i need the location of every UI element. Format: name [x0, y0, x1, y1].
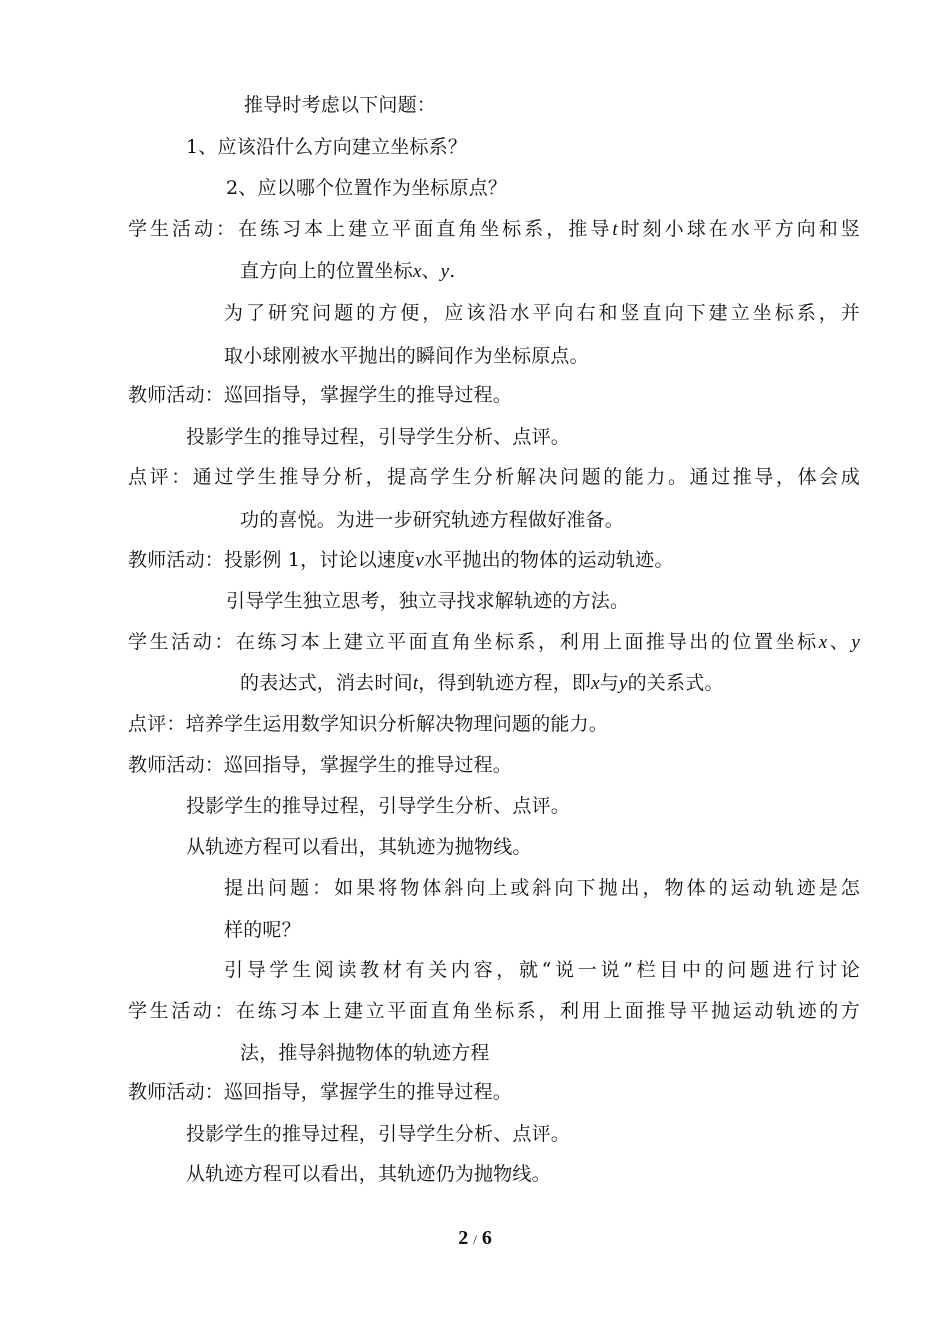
- variable: x: [412, 261, 422, 282]
- text-line: 取小球刚被水平抛出的瞬间作为坐标原点。: [224, 345, 589, 367]
- variable: t: [612, 219, 618, 240]
- text-segment: 学生活动：在练习本上建立平面直角坐标系，利用上面推导出的位置坐标: [128, 631, 819, 653]
- student-activity-line: 学生活动：在练习本上建立平面直角坐标系，利用上面推导平抛运动轨迹的方: [128, 1000, 860, 1022]
- text-line: 从轨迹方程可以看出，其轨迹为抛物线。: [186, 836, 532, 858]
- text-line: 为了研究问题的方便，应该沿水平向右和竖直向下建立坐标系，并: [224, 302, 860, 324]
- text-segment: 、: [421, 260, 441, 282]
- text-segment: 与: [599, 672, 619, 694]
- text-line: 投影学生的推导过程，引导学生分析、点评。: [186, 795, 571, 817]
- text-line: 引导学生阅读教材有关内容，就“说一说”栏目中的问题进行讨论: [224, 959, 860, 981]
- text-segment: ，得到轨迹方程，即: [418, 672, 592, 694]
- text-line: 投影学生的推导过程，引导学生分析、点评。: [186, 1123, 571, 1145]
- text-line: 提出问题：如果将物体斜向上或斜向下抛出，物体的运动轨迹是怎: [224, 877, 860, 899]
- text-segment: 的关系式。: [627, 672, 724, 694]
- comment-line: 点评：培养学生运用数学知识分析解决物理问题的能力。: [128, 713, 609, 735]
- page-separator: /: [473, 1232, 477, 1247]
- variable: y: [440, 261, 450, 282]
- student-activity-line: [128, 630, 860, 655]
- comment-line: 点评：通过学生推导分析，提高学生分析解决问题的能力。通过推导，体会成: [128, 466, 860, 488]
- teacher-activity-line: 教师活动：巡回指导，掌握学生的推导过程。: [128, 384, 513, 406]
- text-segment: .: [449, 260, 456, 282]
- student-activity-line: [128, 217, 860, 242]
- page-number: [0, 1226, 950, 1252]
- variable: t: [412, 673, 419, 694]
- teacher-activity-line: 教师活动：巡回指导，掌握学生的推导过程。: [128, 1081, 513, 1103]
- text-segment: 教师活动：投影例 1，讨论以速度: [128, 549, 416, 571]
- text-segment: 水平抛出的物体的运动轨迹。: [423, 549, 674, 571]
- text-segment: 学生活动：在练习本上建立平面直角坐标系，推导: [128, 218, 613, 240]
- variable: y: [618, 673, 628, 694]
- text-segment: 时刻小球在水平方向和竖: [617, 218, 860, 240]
- variable: x: [818, 632, 828, 653]
- text-line: 功的喜悦。为进一步研究轨迹方程做好准备。: [240, 509, 625, 531]
- variable: v: [415, 550, 424, 571]
- text-segment: 直方向上的位置坐标: [240, 260, 413, 282]
- text-line: 推导时考虑以下问题：: [244, 94, 437, 116]
- text-segment: 、: [827, 631, 852, 653]
- text-line: 投影学生的推导过程，引导学生分析、点评。: [186, 426, 571, 448]
- variable: x: [591, 673, 600, 694]
- current-page: 2: [458, 1227, 469, 1249]
- text-line: [240, 259, 456, 284]
- text-line: 从轨迹方程可以看出，其轨迹仍为抛物线。: [186, 1163, 551, 1185]
- variable: y: [851, 632, 861, 653]
- text-line: 法，推导斜抛物体的轨迹方程: [240, 1042, 490, 1064]
- text-line: 引导学生独立思考，独立寻找求解轨迹的方法。: [226, 590, 630, 612]
- text-line: [240, 671, 724, 696]
- teacher-activity-line: [128, 548, 674, 573]
- teacher-activity-line: 教师活动：巡回指导，掌握学生的推导过程。: [128, 754, 513, 776]
- text-line: 样的呢？: [224, 919, 301, 941]
- question-item: 2、应以哪个位置作为坐标原点？: [226, 177, 508, 199]
- text-segment: 的表达式，消去时间: [240, 672, 413, 694]
- question-item: 1、应该沿什么方向建立坐标系？: [186, 136, 468, 158]
- total-pages: 6: [481, 1227, 492, 1249]
